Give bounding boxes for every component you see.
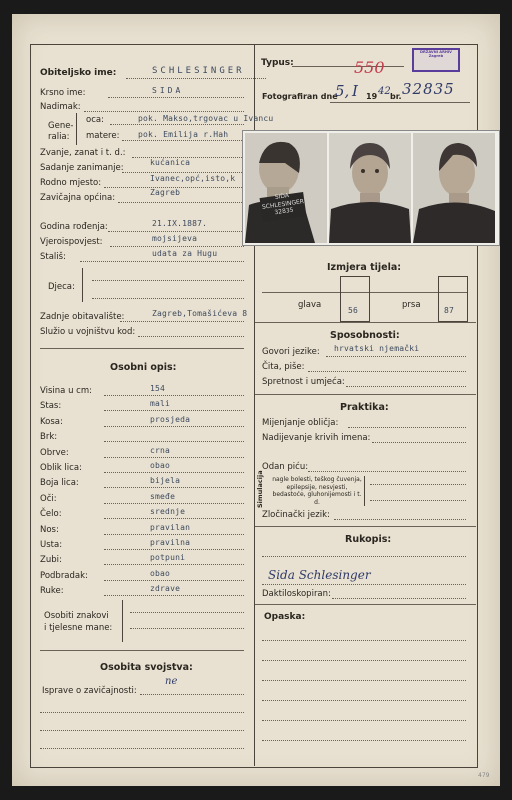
description-value: pravilan	[150, 523, 191, 532]
marital-status-value: udata za Hugu	[152, 249, 218, 258]
description-label: Čelo:	[40, 509, 62, 519]
criminal-slang-label: Zločinački jezik:	[262, 510, 330, 520]
simulation-label: Simulacija	[256, 470, 264, 508]
handwriting-heading: Rukopis:	[345, 534, 392, 545]
photo-month: I	[352, 82, 358, 100]
description-label: Oblik lica:	[40, 463, 82, 473]
description-label: Visina u cm:	[40, 386, 92, 396]
literacy-label: Čita, piše:	[262, 362, 305, 372]
birthplace-label: Rodno mjesto:	[40, 178, 102, 188]
last-residence-label: Zadnje obitavalište:	[40, 312, 125, 322]
description-value: prosjeda	[150, 415, 191, 424]
chest-label: prsa	[402, 300, 421, 310]
personal-description-heading: Osobni opis:	[110, 362, 177, 373]
surname-value: SCHLESINGER	[152, 66, 245, 76]
profile-photo-right	[413, 133, 495, 243]
description-label: Brk:	[40, 432, 58, 442]
occupation-value: kućanica	[150, 158, 191, 167]
special-traits-heading: Osobita svojstva:	[100, 662, 193, 673]
description-label: Obrve:	[40, 448, 69, 458]
description-label: Nos:	[40, 525, 59, 535]
archive-stamp: DRŽAVNI ARHIV Zagreb	[412, 48, 460, 72]
photo-day: 5,	[335, 82, 350, 100]
father-value: pok. Makso,trgovac u Ivancu	[138, 114, 274, 123]
mugshot-strip	[242, 130, 500, 246]
description-label: Zubi:	[40, 555, 62, 565]
birth-year-label: Godina rođenja:	[40, 222, 108, 232]
birth-year-value: 21.IX.1887.	[152, 219, 208, 228]
disguise-label: Mijenjanje obličja:	[262, 418, 339, 428]
measurements-heading: Izmjera tijela:	[327, 262, 402, 273]
remark-label: Opaska:	[264, 612, 306, 622]
description-value: mali	[150, 399, 171, 408]
father-label: oca:	[86, 115, 104, 125]
description-value: zdrave	[150, 584, 181, 593]
drinking-label: Odan piću:	[262, 462, 309, 472]
description-value: obao	[150, 569, 171, 578]
description-value: srednje	[150, 507, 186, 516]
number-label: br.	[390, 92, 402, 101]
given-name-value: SIDA	[152, 86, 184, 95]
signature: Sida Schlesinger	[268, 568, 371, 582]
front-photo	[329, 133, 411, 243]
head-value: 56	[348, 306, 359, 315]
typus-label: Typus:	[261, 58, 294, 68]
description-label: Ruke:	[40, 586, 64, 596]
religion-value: mojsijeva	[152, 234, 198, 243]
military-label: Služio u vojništvu kod:	[40, 327, 136, 337]
description-value: bijela	[150, 476, 181, 485]
description-label: Kosa:	[40, 417, 63, 427]
description-label: Usta:	[40, 540, 63, 550]
aliases-label: Nadijevanje krivih imena:	[262, 433, 371, 443]
languages-label: Govori jezike:	[262, 347, 320, 357]
home-municipality-label: Zavičajna općina:	[40, 193, 116, 203]
photo-year-suffix: 42	[378, 86, 391, 97]
description-value: pravilna	[150, 538, 191, 547]
citizenship-docs-label: Isprave o zavičajnosti:	[42, 686, 137, 696]
description-value: 154	[150, 384, 166, 393]
description-value: potpuni	[150, 553, 186, 562]
birthplace-value: Ivanec,opć,isto,k	[150, 174, 236, 183]
distinguishing-marks-label: Osobiti znakovi i tjelesne mane:	[44, 611, 113, 633]
mother-value: pok. Emilija r.Hah	[138, 130, 229, 139]
photo-name-board: SIDA SCHLESINGER 32835	[261, 192, 305, 217]
photo-number: 32835	[402, 80, 455, 98]
description-label: Podbradak:	[40, 571, 88, 581]
generalia-label: Gene- ralia:	[48, 121, 74, 142]
photo-year: 19	[366, 92, 378, 101]
description-value: smeđe	[150, 492, 176, 501]
nickname-label: Nadimak:	[40, 102, 81, 112]
citizenship-docs-value: ne	[165, 676, 178, 687]
profile-photo-left	[245, 133, 327, 243]
description-value: obao	[150, 461, 171, 470]
mother-label: matere:	[86, 131, 120, 141]
occupation-label: Sadanje zanimanje:	[40, 163, 124, 173]
home-municipality-value: Zagreb	[150, 188, 181, 197]
surname-label: Obiteljsko ime:	[40, 68, 117, 78]
last-residence-value: Zagreb,Tomašićeva 8	[152, 309, 248, 318]
given-name-label: Krsno ime:	[40, 88, 86, 98]
profession-label: Zvanje, zanat i t. d.:	[40, 148, 126, 158]
languages-value: hrvatski njemački	[334, 344, 420, 353]
description-value: crna	[150, 446, 171, 455]
chest-value: 87	[444, 306, 455, 315]
religion-label: Vjeroispovjest:	[40, 237, 103, 247]
skills-label: Spretnost i umjeća:	[262, 377, 345, 387]
page-number: 479	[478, 772, 490, 779]
description-label: Oči:	[40, 494, 57, 504]
description-label: Stas:	[40, 401, 62, 411]
description-label: Boja lica:	[40, 478, 79, 488]
children-label: Djeca:	[48, 282, 75, 292]
simulation-text: nagle bolesti, teškog čuvenja, epilepsije, nesvjesti, bedastoće, gluhonijemosti i t. d.	[272, 476, 362, 506]
red-number: 550	[354, 58, 385, 77]
photographed-label: Fotografiran dne	[262, 92, 338, 101]
head-label: glava	[298, 300, 322, 310]
abilities-heading: Sposobnosti:	[330, 330, 400, 341]
practices-heading: Praktika:	[340, 402, 389, 413]
fingerprinted-label: Daktiloskopiran:	[262, 589, 331, 599]
marital-status-label: Stališ:	[40, 252, 66, 262]
